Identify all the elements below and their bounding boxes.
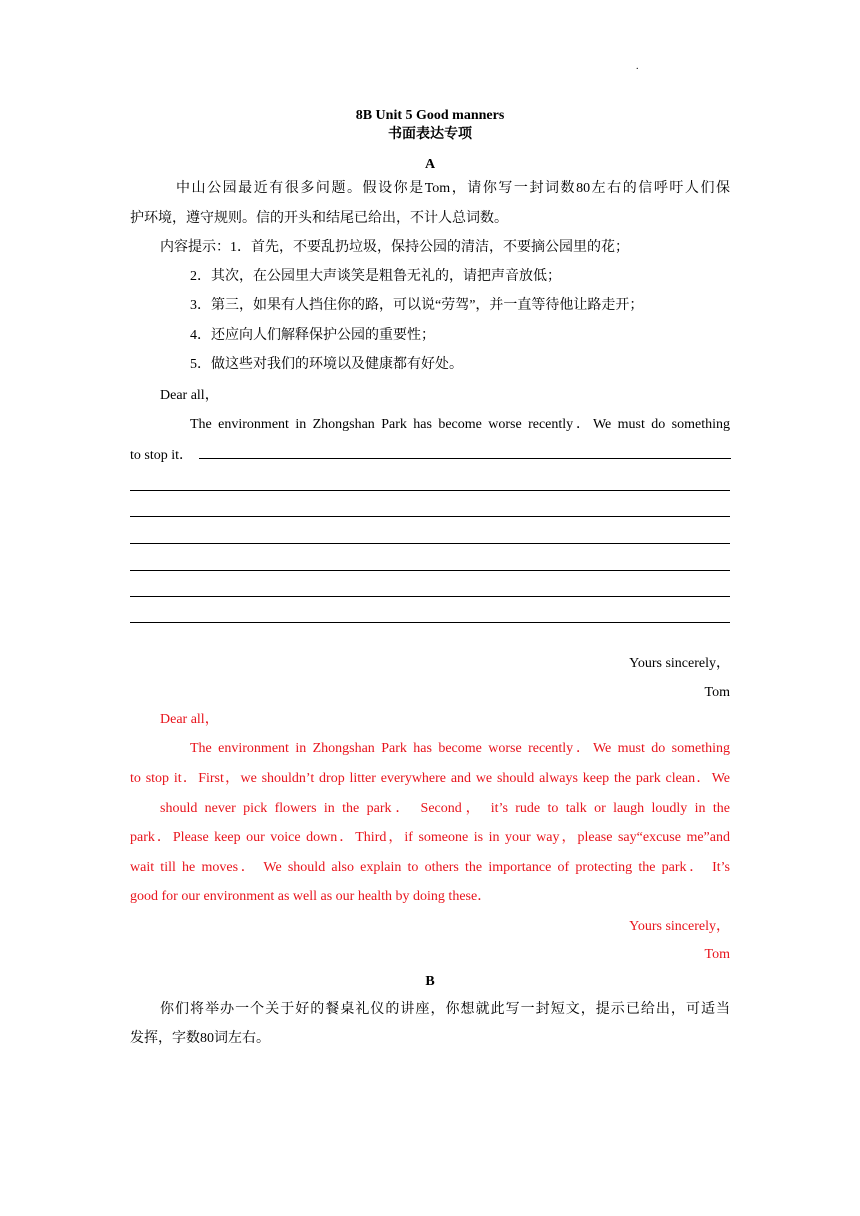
answer-closing: Yours sincerely， (629, 919, 730, 934)
writing-line[interactable] (130, 622, 730, 623)
writing-blank-line[interactable] (199, 445, 731, 459)
section-a-label: A (424, 157, 436, 172)
hint-line-4: 4．还应向人们解释保护公园的重要性； (190, 328, 435, 343)
section-b-label: B (425, 974, 435, 989)
writing-line[interactable] (130, 570, 730, 571)
answer-line-1: The environment in Zhongshan Park has become worse recently．We must do something (190, 741, 730, 756)
section-b-prompt-line-1: 你们将举办一个关于好的餐桌礼仪的讲座，你想就此写一封短文，提示已给出，可适当 (160, 1002, 730, 1017)
answer-line-5: wait till he moves． We should also explain to others the importance of protecting the park． It’s (130, 860, 730, 875)
answer-line-4: park．Please keep our voice down．Third，if someone is in your way，please say“excuse me”and (130, 830, 730, 845)
hint-line-3: 3．第三，如果有人挡住你的路，可以说“劳驾”，并一直等待他让路走开； (190, 298, 644, 313)
writing-line[interactable] (130, 596, 730, 597)
answer-line-6: good for our environment as well as our health by doing these． (130, 889, 492, 904)
section-a-prompt-line-1: 中山公园最近有很多问题。假设你是Tom，请你写一封词数80左右的信呼吁人们保 (176, 181, 730, 196)
hint-line-1: 内容提示：1．首先，不要乱扔垃圾，保持公园的清洁，不要摘公园里的花； (160, 240, 629, 255)
letter-signature: Tom (704, 685, 730, 700)
answer-line-3: should never pick flowers in the park． Second， it’s rude to talk or laugh loudly in the (160, 801, 730, 816)
writing-line[interactable] (130, 516, 730, 517)
section-b-prompt-line-2: 发挥，字数80词左右。 (130, 1031, 270, 1046)
document-subtitle: 书面表达专项 (388, 127, 472, 142)
header-dot: . (636, 61, 639, 72)
answer-greeting: Dear all， (160, 712, 219, 727)
hint-line-2: 2．其次，在公园里大声谈笑是粗鲁无礼的，请把声音放低； (190, 269, 561, 284)
writing-line[interactable] (130, 490, 730, 491)
answer-signature: Tom (704, 947, 730, 962)
section-a-prompt-line-2: 护环境，遵守规则。信的开头和结尾已给出，不计人总词数。 (130, 211, 508, 226)
answer-line-2: to stop it．First，we shouldn’t drop litter everywhere and we should always keep the park clean．We (130, 771, 730, 786)
letter-closing: Yours sincerely， (629, 656, 730, 671)
letter-opening-line-2-text: to stop it． (130, 448, 194, 463)
writing-line[interactable] (130, 543, 730, 544)
letter-opening-line-1: The environment in Zhongshan Park has become worse recently．We must do something (190, 417, 730, 432)
hint-line-5: 5．做这些对我们的环境以及健康都有好处。 (190, 357, 463, 372)
letter-greeting: Dear all， (160, 388, 219, 403)
document-title: 8B Unit 5 Good manners (355, 108, 505, 123)
letter-opening-line-2 (130, 445, 730, 466)
